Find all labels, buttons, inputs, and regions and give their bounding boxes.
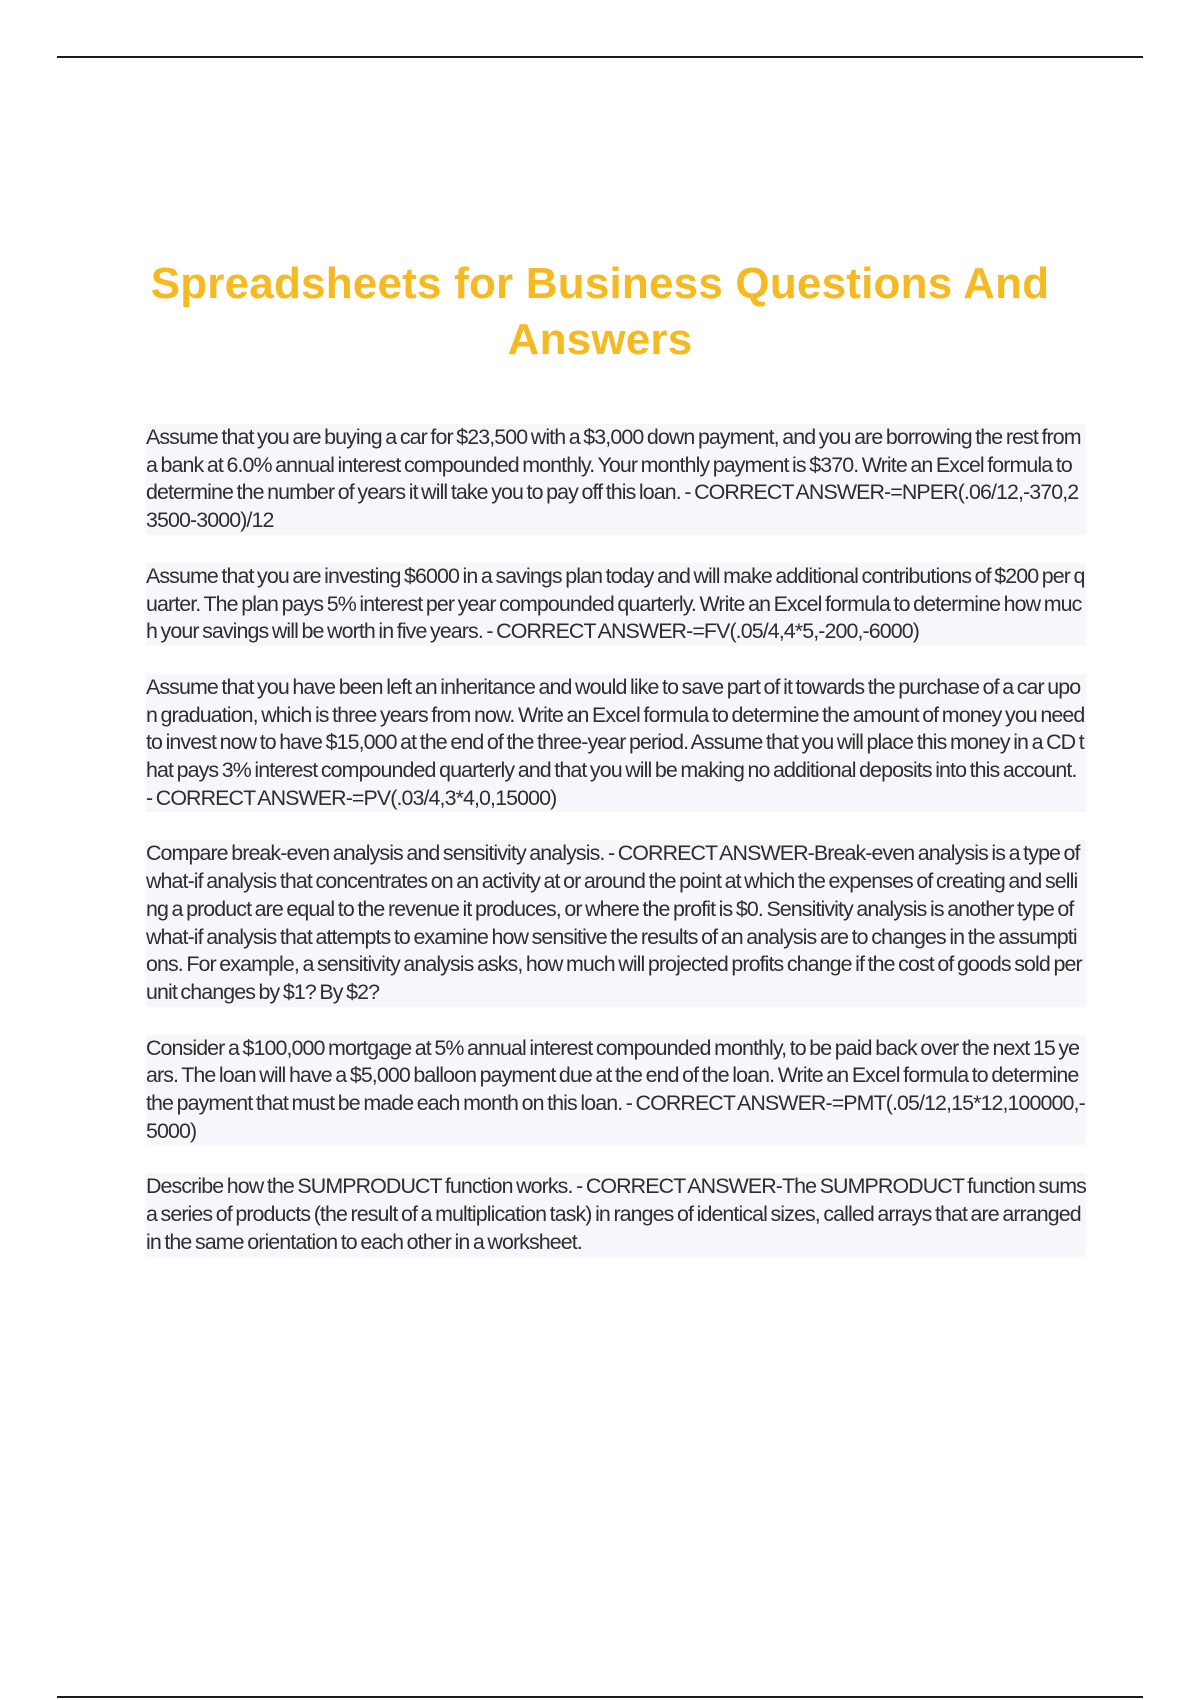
footer-rule	[57, 1696, 1143, 1698]
qa-item	[146, 424, 1086, 535]
question-text: Describe how the SUMPRODUCT function works.	[146, 1174, 573, 1199]
answer-text: - CORRECT ANSWER-=NPER(.06/12,-370,23500-3000)/12	[146, 480, 1079, 533]
qa-item	[146, 1173, 1086, 1256]
qa-item	[146, 563, 1086, 646]
answer-text: - CORRECT ANSWER-=PV(.03/4,3*4,0,15000)	[146, 785, 557, 810]
qa-list	[146, 424, 1086, 1285]
document-title: Spreadsheets for Business Questions And Answers	[150, 259, 1050, 364]
answer-text: - CORRECT ANSWER-The SUMPRODUCT function sums a series of products (the result of a multiplication task) in ranges of identical sizes, called arrays that are arranged in the same orientation to each other in a worksheet.	[146, 1174, 1086, 1254]
answer-text: - CORRECT ANSWER-=FV(.05/4,4*5,-200,-6000)	[482, 619, 919, 644]
question-text: Compare break-even analysis and sensitivity analysis.	[146, 841, 605, 866]
qa-item	[146, 674, 1086, 813]
question-text: Assume that you are investing $6000 in a savings plan today and will make additional contributions of $200 per quarter. The plan pays 5% interest per year compounded quarterly. Write an Excel formula to determine how much your savings will be worth in five years.	[146, 563, 1085, 644]
answer-text: - CORRECT ANSWER-=PMT(.05/12,15*12,100000,-5000)	[146, 1091, 1085, 1143]
question-text: Assume that you have been left an inheritance and would like to save part of it towards the purchase of a car upon graduation, which is three years from now. Write an Excel formula to determine the amount of money you need to invest now to have $15,000 at the end of the three-year period. Assume that you will place this money in a CD that pays 3% interest compounded quarterly and that you will be making no additional deposits into this account.	[146, 674, 1085, 783]
qa-item	[146, 840, 1086, 1006]
question-text: Consider a $100,000 mortgage at 5% annual interest compounded monthly, to be paid back over the next 15 years. The loan will have a $5,000 balloon payment due at the end of the loan. Write an Excel formula to determine the payment that must be made each month on this loan.	[146, 1035, 1080, 1116]
header-rule	[57, 56, 1143, 58]
question-text: Assume that you are buying a car for $23,500 with a $3,000 down payment, and you are borrowing the rest from a bank at 6.0% annual interest compounded monthly. Your monthly payment is $370. Write an Excel formula to determine the number of years it will take you to pay off this loan.	[146, 425, 1081, 505]
qa-item	[146, 1035, 1086, 1146]
answer-text: - CORRECT ANSWER-Break-even analysis is a type of what-if analysis that concentrates on an activity at or around the point at which the expenses of creating and selling a product are equal to the revenue it produces, or where the profit is $0. Sensitivity analysis is another type of what-if analysis that attempts to examine how sensitive the results of an analysis are to changes in the assumptions. For example, a sensitivity analysis asks, how much will projected profits change if the cost of goods sold per unit changes by $1? By $2?	[146, 841, 1082, 1004]
